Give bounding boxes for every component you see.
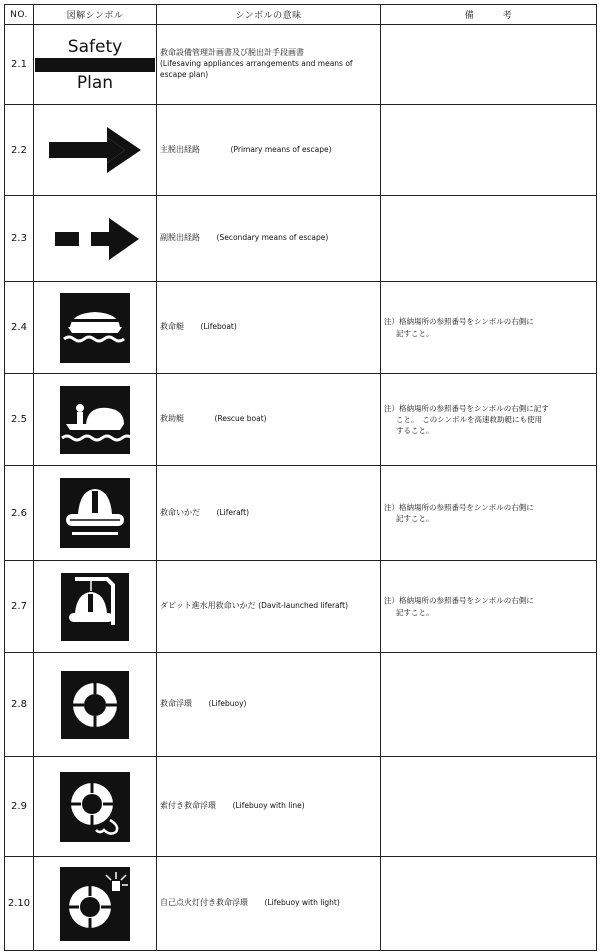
symbol-cell xyxy=(34,857,157,951)
table-row xyxy=(5,466,597,561)
symbol-cell xyxy=(34,374,157,466)
remark-line: こと。 このシンボルを高速救助艇にも使用 xyxy=(396,414,543,424)
meaning-jp: 主脱出経路 xyxy=(160,144,200,154)
meaning-jp: 救命いかだ xyxy=(160,507,200,517)
meaning-en: (Lifebuoy with line) xyxy=(232,801,305,811)
symbol-table xyxy=(4,4,597,951)
meaning-en: (Liferaft) xyxy=(216,507,250,517)
remarks-cell xyxy=(381,105,597,196)
meaning-en: (Rescue boat) xyxy=(214,414,267,424)
remark-line: 記すこと。 xyxy=(396,514,434,523)
safety-text: Safety xyxy=(67,36,123,57)
meaning-jp: 副脱出経路 xyxy=(160,233,200,243)
meaning-cell xyxy=(157,561,381,653)
lifebuoy-icon xyxy=(61,671,129,739)
meaning-jp: ダビット進水用救命いかだ xyxy=(160,601,256,611)
plan-text: Plan xyxy=(76,72,114,93)
meaning-en: (Lifebuoy) xyxy=(208,699,247,709)
symbol-cell xyxy=(34,196,157,282)
meaning-jp: 救命浮環 xyxy=(160,699,192,709)
remarks-cell xyxy=(381,25,597,105)
table-row xyxy=(5,105,597,196)
table-row xyxy=(5,757,597,857)
meaning-cell xyxy=(157,25,381,105)
symbol-cell xyxy=(34,282,157,374)
remarks-cell xyxy=(381,196,597,282)
davit-liferaft-icon xyxy=(61,573,129,641)
row-number: 2.6 xyxy=(5,466,34,561)
remark-line: 注）格納場所の参照番号をシンボルの右側に xyxy=(384,317,534,327)
lifebuoy-light-icon xyxy=(60,867,130,941)
symbol-cell xyxy=(34,757,157,857)
meaning-jp: 自己点火灯付き救命浮環 xyxy=(160,898,248,908)
table-row xyxy=(5,374,597,466)
remark-line: 注）格納場所の参照番号をシンボルの右側に xyxy=(384,596,534,606)
meaning-cell xyxy=(157,105,381,196)
table-row xyxy=(5,25,597,105)
meaning-en: (Lifebuoy with light) xyxy=(264,898,340,908)
header-meaning: シンボルの意味 xyxy=(157,5,381,25)
meaning-cell xyxy=(157,757,381,857)
meaning-cell xyxy=(157,857,381,951)
remark-line: 記すこと。 xyxy=(396,607,434,617)
meaning-cell xyxy=(157,466,381,561)
meaning-jp: 救命設備管理計画書及び脱出計手段画書 xyxy=(160,48,304,58)
meaning-cell xyxy=(157,282,381,374)
rescue-boat-icon xyxy=(60,386,130,454)
meaning-en: (Davit-launched liferaft) xyxy=(258,601,348,611)
symbol-cell xyxy=(34,653,157,757)
row-number: 2.9 xyxy=(5,757,34,857)
dashed-arrow-icon xyxy=(47,214,143,264)
meaning-cell xyxy=(157,653,381,757)
symbol-cell xyxy=(34,561,157,653)
remarks-cell xyxy=(381,374,597,466)
solid-arrow-icon xyxy=(47,125,143,175)
header-remarks: 備 考 xyxy=(381,5,597,25)
symbol-cell xyxy=(34,25,157,105)
remarks-cell xyxy=(381,561,597,653)
header-row xyxy=(5,5,597,25)
table-row xyxy=(5,282,597,374)
safety-plan-icon xyxy=(35,38,155,92)
meaning-en: (Primary means of escape) xyxy=(230,144,332,154)
remarks-cell xyxy=(381,466,597,561)
remark-line: 注）格納場所の参照番号をシンボルの右側に xyxy=(384,502,534,512)
row-number: 2.8 xyxy=(5,653,34,757)
table-row xyxy=(5,561,597,653)
meaning-jp: 救助艇 xyxy=(160,414,184,424)
liferaft-icon xyxy=(60,478,130,548)
table-row xyxy=(5,196,597,282)
row-number: 2.10 xyxy=(5,857,34,951)
table-row xyxy=(5,653,597,757)
row-number: 2.3 xyxy=(5,196,34,282)
row-number: 2.7 xyxy=(5,561,34,653)
remarks-cell xyxy=(381,857,597,951)
header-symbol: 図解シンボル xyxy=(34,5,157,25)
meaning-jp: 索付き救命浮環 xyxy=(160,801,216,811)
remarks-cell xyxy=(381,653,597,757)
row-number: 2.2 xyxy=(5,105,34,196)
header-no: NO. xyxy=(5,5,34,25)
remark-line: 記すこと。 xyxy=(396,328,434,338)
lifebuoy-line-icon xyxy=(60,772,130,842)
meaning-jp: 救命艇 xyxy=(160,322,184,332)
symbol-cell xyxy=(34,466,157,561)
table-row xyxy=(5,857,597,951)
remark-line: 注）格納場所の参照番号をシンボルの右側に記す xyxy=(384,403,549,413)
meaning-cell xyxy=(157,196,381,282)
meaning-en: (Secondary means of escape) xyxy=(216,233,329,243)
remarks-cell xyxy=(381,282,597,374)
remarks-cell xyxy=(381,757,597,857)
lifeboat-icon xyxy=(60,293,130,363)
meaning-en: (Lifesaving appliances arrangements and means of escape plan) xyxy=(160,59,353,79)
row-number: 2.1 xyxy=(5,25,34,105)
meaning-en: (Lifeboat) xyxy=(200,322,237,332)
remark-line: すること。 xyxy=(396,426,434,436)
meaning-cell xyxy=(157,374,381,466)
row-number: 2.4 xyxy=(5,282,34,374)
symbol-cell xyxy=(34,105,157,196)
row-number: 2.5 xyxy=(5,374,34,466)
